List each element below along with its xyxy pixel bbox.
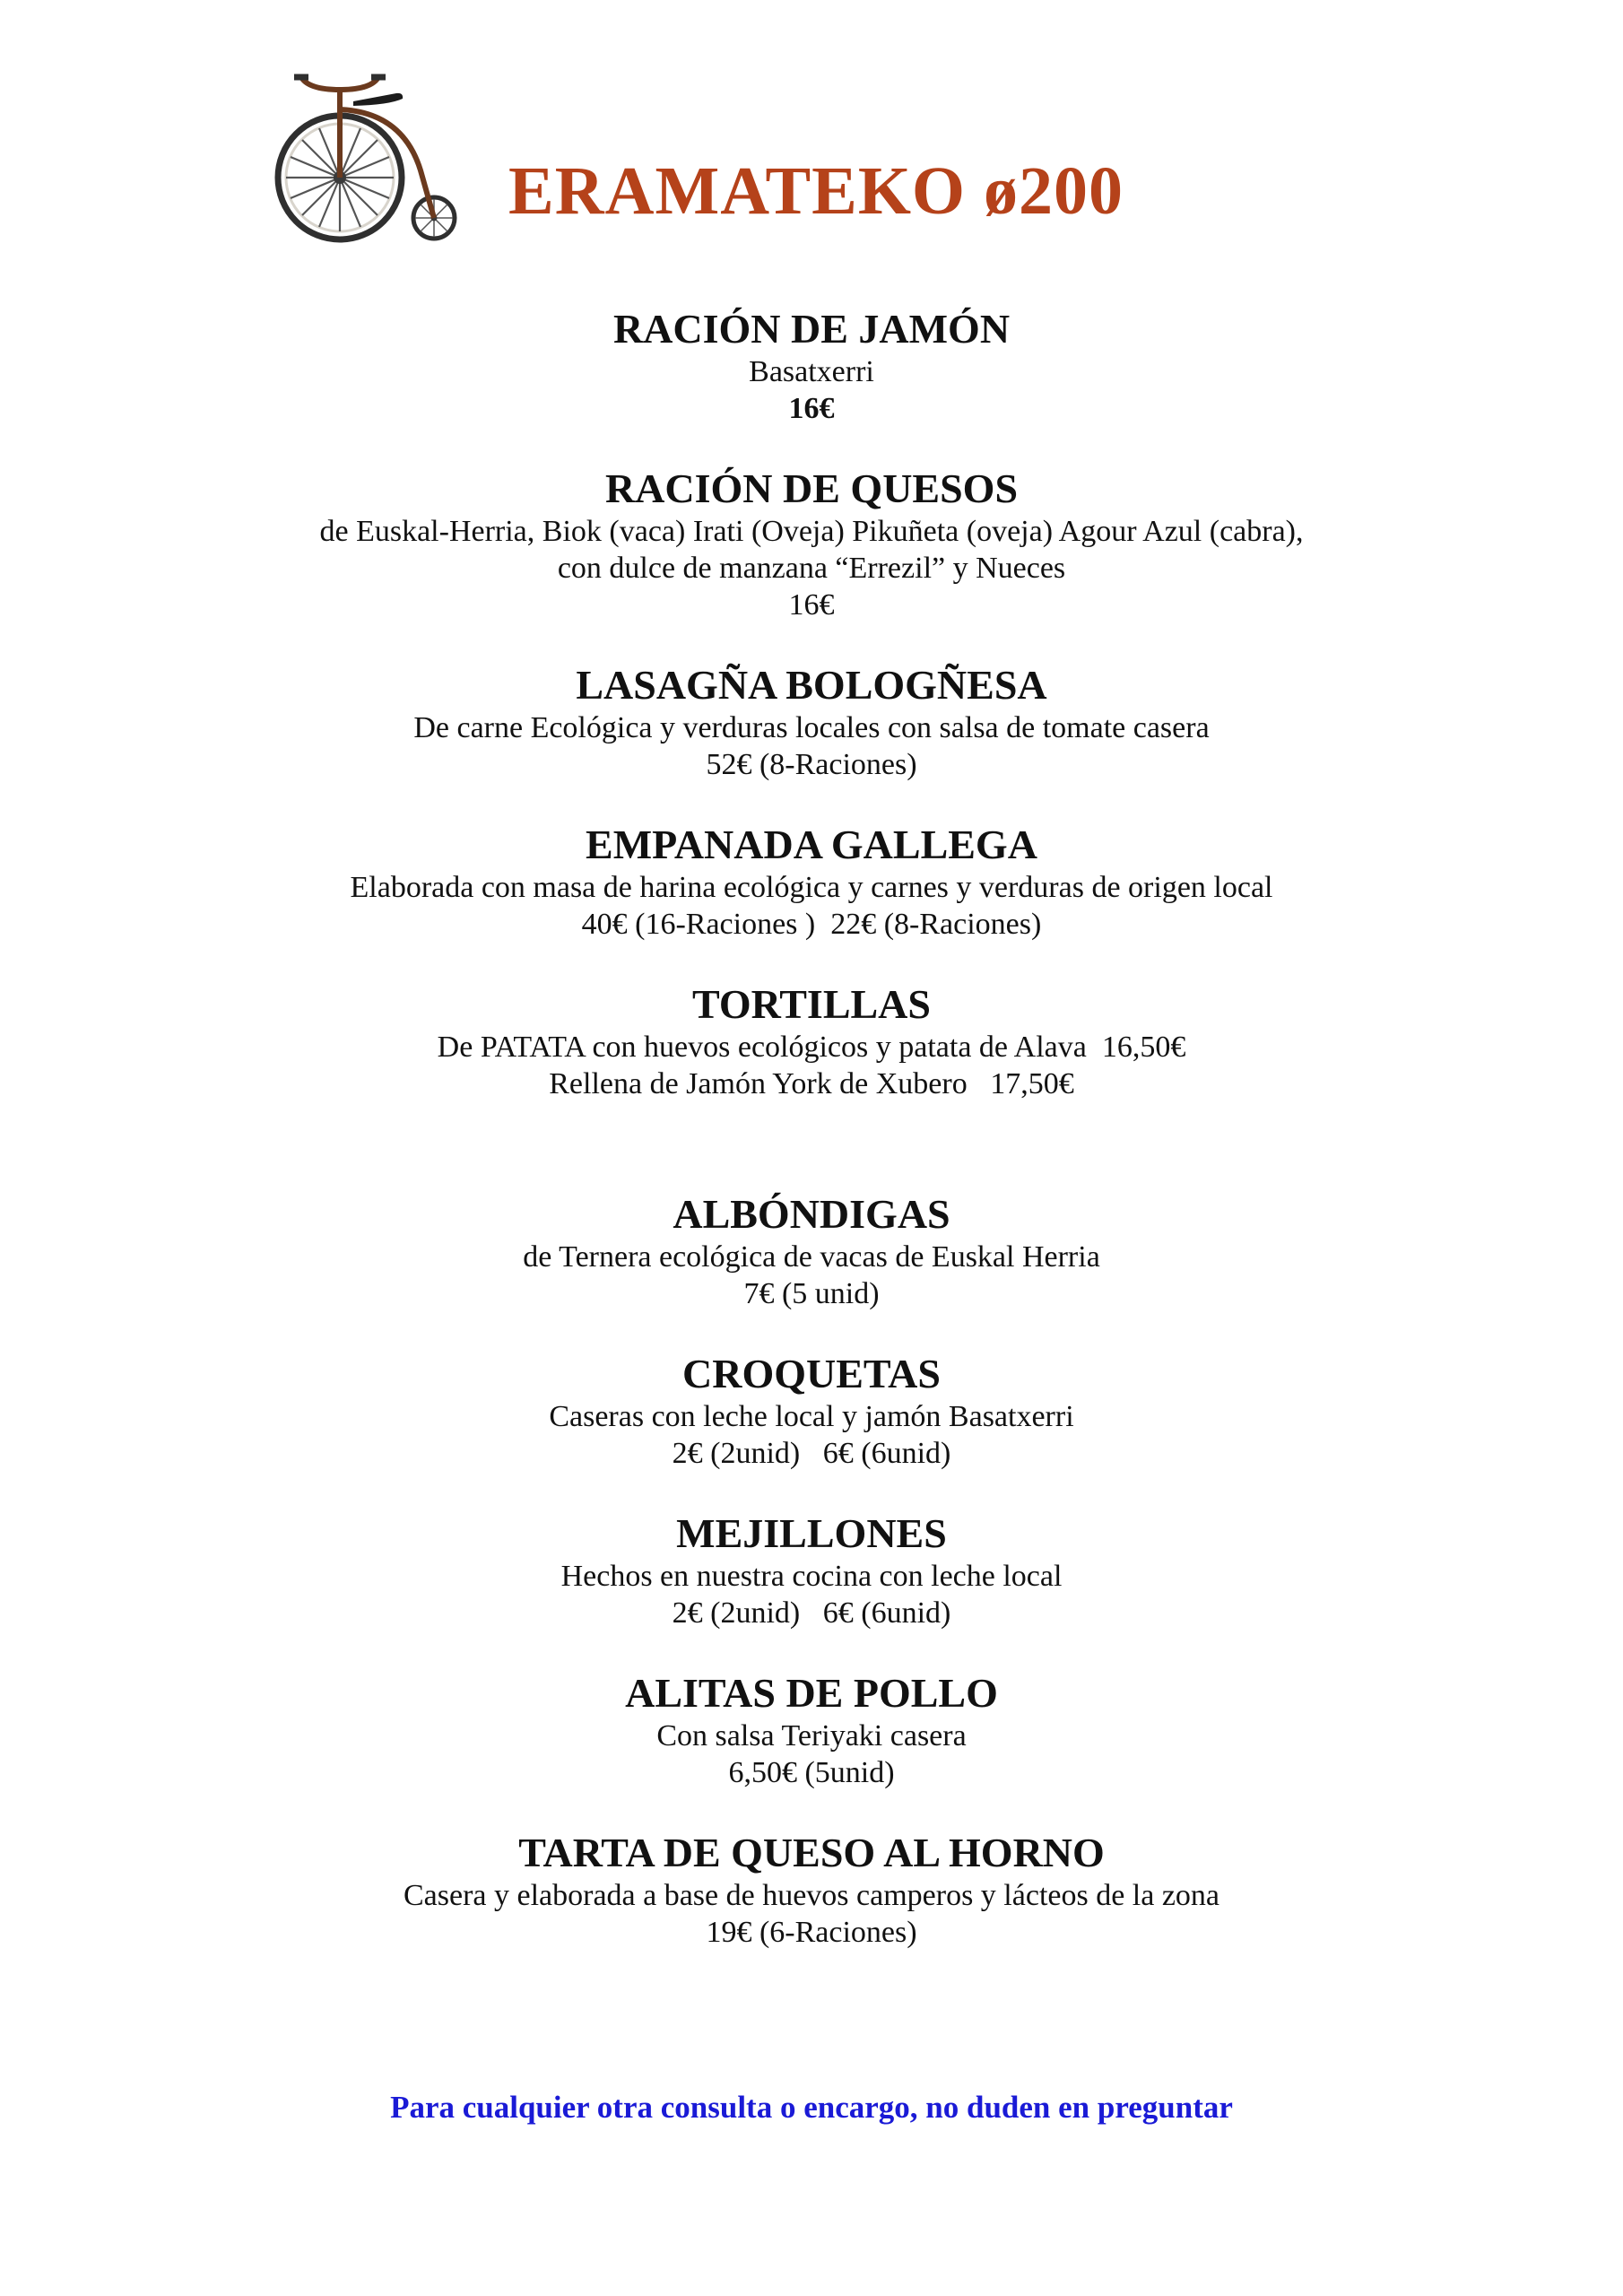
item-price: 16€ <box>788 392 835 425</box>
item-price: 19€ (6-Raciones) <box>706 1916 917 1949</box>
menu-list <box>0 305 1623 1951</box>
item-description: Hechos en nuestra cocina con leche local <box>560 1560 1063 1593</box>
menu-item <box>0 821 1623 943</box>
item-description: Casera y elaborada a base de huevos camperos y lácteos de la zona <box>403 1879 1220 1912</box>
item-price: 2€ (2unid) 6€ (6unid) <box>672 1437 951 1470</box>
menu-item <box>0 1829 1623 1951</box>
menu-item <box>0 1669 1623 1791</box>
menu-item <box>0 980 1623 1102</box>
item-name: EMPANADA GALLEGA <box>586 822 1037 867</box>
page-title: ERAMATEKO ø200 <box>508 153 1124 229</box>
item-price: 16€ <box>788 588 835 622</box>
item-name: MEJILLONES <box>676 1510 947 1556</box>
item-description: Elaborada con masa de harina ecológica y carnes y verduras de origen local <box>350 871 1273 904</box>
menu-item <box>0 1190 1623 1312</box>
menu-item <box>0 465 1623 623</box>
item-name: ALITAS DE POLLO <box>625 1670 998 1716</box>
item-name: ALBÓNDIGAS <box>673 1191 950 1237</box>
item-price: 40€ (16-Raciones ) 22€ (8-Raciones) <box>581 908 1042 941</box>
item-description: de Ternera ecológica de vacas de Euskal Herria <box>523 1240 1100 1274</box>
item-option: De PATATA con huevos ecológicos y patata de Alava 16,50€ <box>437 1031 1186 1064</box>
item-description: con dulce de manzana “Errezil” y Nueces <box>557 552 1066 585</box>
header <box>255 63 1420 269</box>
item-name: CROQUETAS <box>682 1351 941 1396</box>
menu-item <box>0 1350 1623 1472</box>
item-price: 6,50€ (5unid) <box>728 1756 895 1789</box>
item-price: 7€ (5 unid) <box>743 1277 880 1310</box>
item-description: Con salsa Teriyaki casera <box>656 1719 967 1752</box>
item-name: TARTA DE QUESO AL HORNO <box>518 1830 1105 1875</box>
item-name: TORTILLAS <box>692 981 931 1027</box>
item-description: Basatxerri <box>749 355 874 388</box>
item-price: 52€ (8-Raciones) <box>706 748 917 781</box>
menu-item <box>0 1509 1623 1631</box>
item-description: De carne Ecológica y verduras locales con salsa de tomate casera <box>413 711 1210 744</box>
item-option: Rellena de Jamón York de Xubero 17,50€ <box>549 1067 1074 1100</box>
item-description: Caseras con leche local y jamón Basatxerri <box>549 1400 1074 1433</box>
item-name: LASAGÑA BOLOGÑESA <box>576 662 1047 708</box>
item-price: 2€ (2unid) 6€ (6unid) <box>672 1596 951 1630</box>
menu-item <box>0 305 1623 427</box>
item-name: RACIÓN DE JAMÓN <box>612 306 1011 352</box>
menu-item <box>0 661 1623 783</box>
item-name: RACIÓN DE QUESOS <box>604 465 1019 511</box>
item-description: de Euskal-Herria, Biok (vaca) Irati (Oveja) Pikuñeta (oveja) Agour Azul (cabra), <box>319 515 1304 548</box>
penny-farthing-bicycle-icon <box>255 63 470 251</box>
footer-note: Para cualquier otra consulta o encargo, no duden en preguntar <box>390 2090 1233 2125</box>
